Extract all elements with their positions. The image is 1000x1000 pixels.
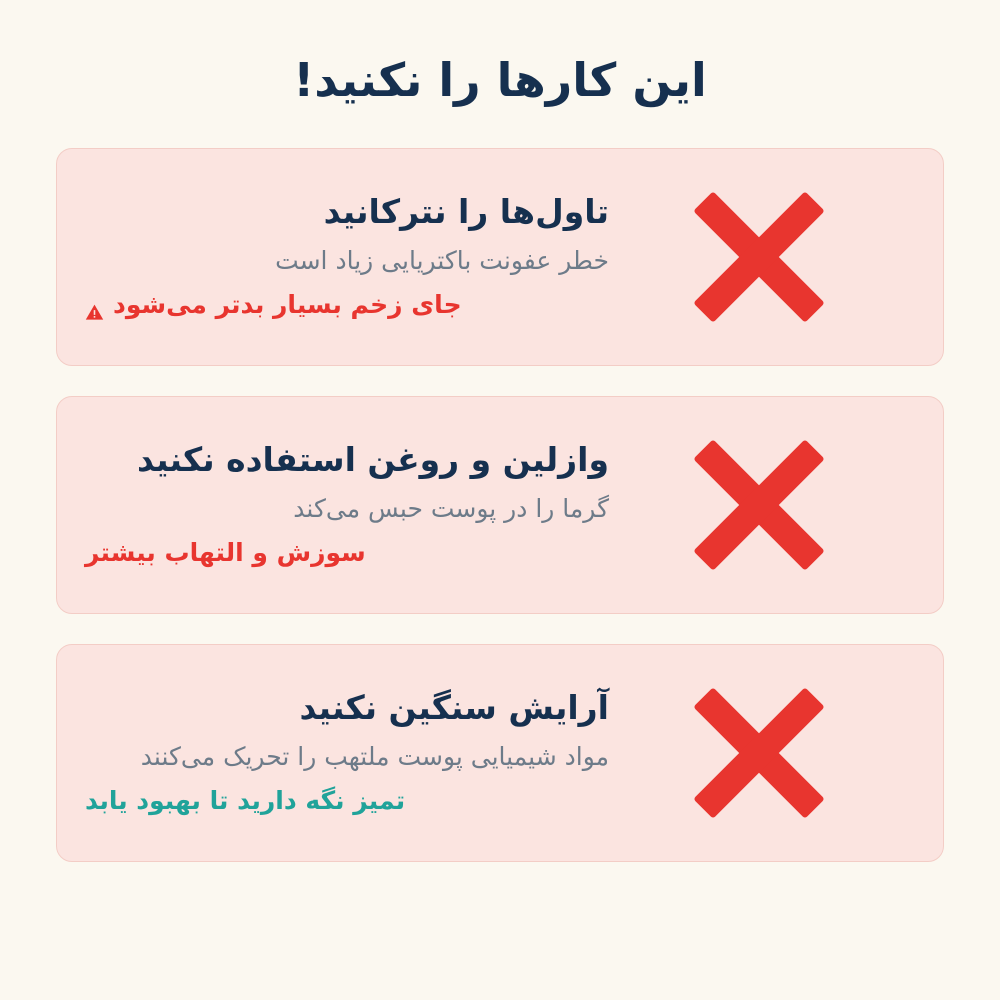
warning-triangle-icon xyxy=(85,295,104,314)
card-subtitle: مواد شیمیایی پوست ملتهب را تحریک می‌کنند xyxy=(140,742,609,772)
card-text-block xyxy=(75,190,609,324)
card-title: تاول‌ها را نترکانید xyxy=(323,191,609,231)
card-text-block xyxy=(75,686,609,820)
red-cross-icon xyxy=(684,182,834,332)
red-cross-icon xyxy=(684,430,834,580)
card-icon-area xyxy=(609,182,909,332)
card-text-block xyxy=(75,438,609,572)
page-title: این کارها را نکنید! xyxy=(293,53,707,107)
card-list xyxy=(0,148,1000,862)
list-item xyxy=(56,644,944,862)
card-title: آرایش سنگین نکنید xyxy=(299,687,609,727)
red-cross-icon xyxy=(684,678,834,828)
card-note xyxy=(85,286,609,324)
list-item xyxy=(56,148,944,366)
card-note-text: جای زخم بسیار بدتر می‌شود xyxy=(113,289,462,319)
card-note xyxy=(85,782,609,820)
card-icon-area xyxy=(609,430,909,580)
card-subtitle: گرما را در پوست حبس می‌کند xyxy=(293,494,609,524)
card-note xyxy=(85,534,609,572)
card-icon-area xyxy=(609,678,909,828)
card-note-text: تمیز نگه دارید تا بهبود یابد xyxy=(85,785,406,815)
list-item xyxy=(56,396,944,614)
card-note-text: سوزش و التهاب بیشتر xyxy=(85,537,366,567)
card-title: وازلین و روغن استفاده نکنید xyxy=(137,439,609,479)
card-subtitle: خطر عفونت باکتریایی زیاد است xyxy=(275,246,609,276)
